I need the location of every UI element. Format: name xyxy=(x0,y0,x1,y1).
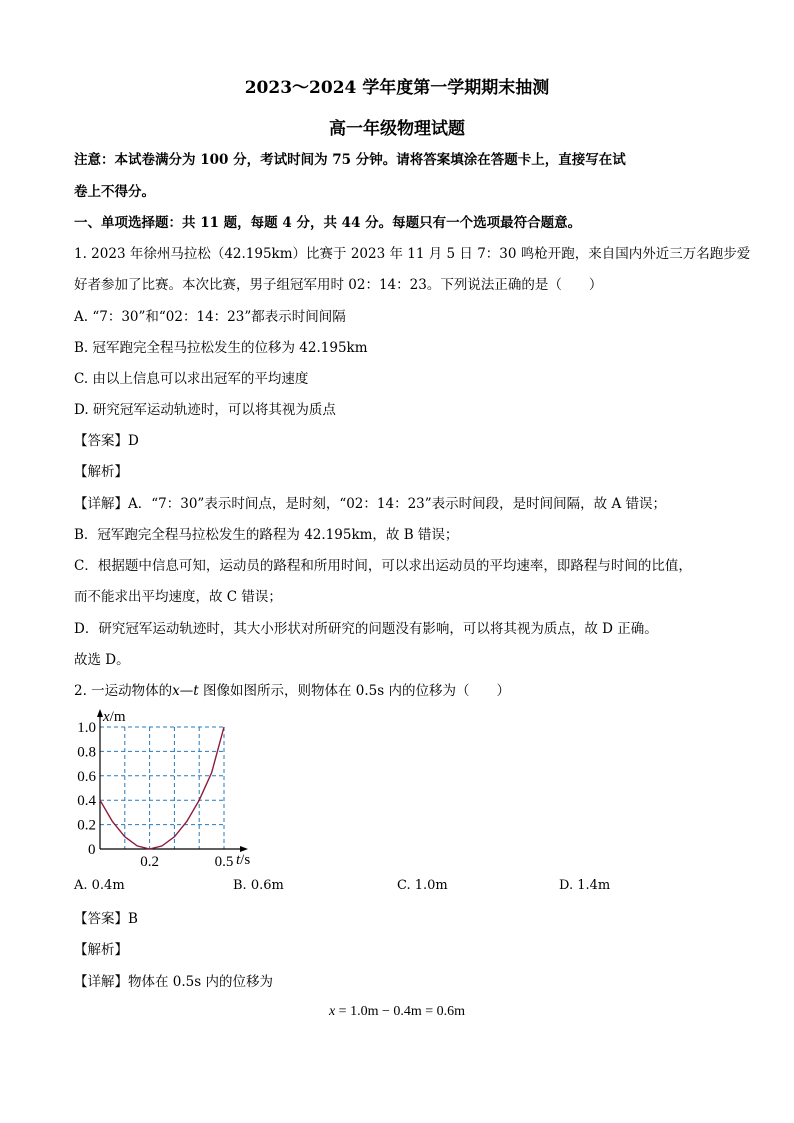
notice-line-2: 卷上不得分。 xyxy=(74,184,155,200)
x-axis-var: t xyxy=(236,852,241,868)
q2-stem-variable: x—t xyxy=(172,683,199,699)
q1-option-c: C. 由以上信息可以求出冠军的平均速度 xyxy=(74,371,309,387)
q2-detail-line: 【详解】物体在 0.5s 内的位移为 xyxy=(74,974,273,990)
y-tick-label: 0.8 xyxy=(77,744,96,761)
y-axis-var: x xyxy=(103,709,110,725)
y-axis-unit: /m xyxy=(109,709,126,725)
q1-stem-line-1: 1. 2023 年徐州马拉松（42.195km）比赛于 2023 年 11 月 5 日 7：30 鸣枪开跑，来自国内外近三万名跑步爱 xyxy=(74,246,751,262)
x-tick-label: 0.2 xyxy=(140,854,159,870)
q1-option-d: D. 研究冠军运动轨迹时，可以将其视为质点 xyxy=(74,402,336,418)
q1-analysis-heading: 【解析】 xyxy=(74,464,128,480)
q2-analysis-heading: 【解析】 xyxy=(74,942,128,958)
x-axis-label xyxy=(236,852,250,868)
q2-option-b: B. 0.6m xyxy=(233,878,284,893)
y-tick-label: 0.6 xyxy=(77,768,96,785)
q2-equation xyxy=(0,1004,794,1020)
q2-answer: 【答案】B xyxy=(74,911,138,927)
x-t-graph xyxy=(70,703,270,873)
q1-detail-line-1: 【详解】A．“7：30”表示时间点，是时刻，“02：14：23”表示时间段，是时间间隔，故 A 错误； xyxy=(74,496,666,512)
origin-label: 0 xyxy=(88,842,96,858)
q1-answer: 【答案】D xyxy=(74,433,139,449)
q2-option-c: C. 1.0m xyxy=(397,878,448,893)
q2-option-d: D. 1.4m xyxy=(559,878,611,893)
notice-line-1: 注意：本试卷满分为 100 分，考试时间为 75 分钟。请将答案填涂在答题卡上，直接写在试 xyxy=(74,152,626,168)
y-tick-label: 0.4 xyxy=(77,793,96,810)
q2-equation-var: x xyxy=(328,1004,336,1019)
q1-detail-line-5: D．研究冠军运动轨迹时，其大小形状对所研究的问题没有影响，可以将其视为质点，故 D 正确。 xyxy=(74,621,658,637)
q2-stem-suffix: 图像如图所示，则物体在 0.5s 内的位移为（ ） xyxy=(198,683,510,699)
q1-detail-line-4: 而不能求出平均速度，故 C 错误； xyxy=(74,589,282,605)
q1-stem-line-2: 好者参加了比赛。本次比赛，男子组冠军用时 02：14：23。下列说法正确的是（ ） xyxy=(74,277,603,293)
q2-stem xyxy=(74,682,510,700)
exam-title: 2023～2024 学年度第一学期期末抽测 xyxy=(244,78,550,98)
q1-option-b: B. 冠军跑完全程马拉松发生的位移为 42.195km xyxy=(74,340,368,356)
exam-subtitle: 高一年级物理试题 xyxy=(329,119,465,139)
q1-detail-line-3: C．根据题中信息可知，运动员的路程和所用时间，可以求出运动员的平均速率，即路程与时间的比值， xyxy=(74,558,692,574)
x-axis-unit: /s xyxy=(240,852,251,868)
q1-detail-line-2: B．冠军跑完全程马拉松发生的路程为 42.195km，故 B 错误； xyxy=(74,527,459,543)
y-axis-label xyxy=(102,709,126,725)
y-tick-label: 1.0 xyxy=(77,720,96,736)
x-t-curve xyxy=(100,727,224,849)
q2-option-a: A. 0.4m xyxy=(74,878,125,893)
q1-option-a: A. “7：30”和“02：14：23”都表示时间间隔 xyxy=(74,309,346,325)
y-tick-label: 0.2 xyxy=(77,817,96,834)
section-heading: 一、单项选择题：共 11 题，每题 4 分，共 44 分。每题只有一个选项最符合题意。 xyxy=(74,215,582,231)
q1-detail-line-6: 故选 D。 xyxy=(74,652,130,668)
x-tick-label: 0.5 xyxy=(214,854,234,870)
q2-stem-prefix: 2. 一运动物体的 xyxy=(74,683,173,699)
q2-equation-rest: = 1.0m − 0.4m = 0.6m xyxy=(335,1004,466,1019)
